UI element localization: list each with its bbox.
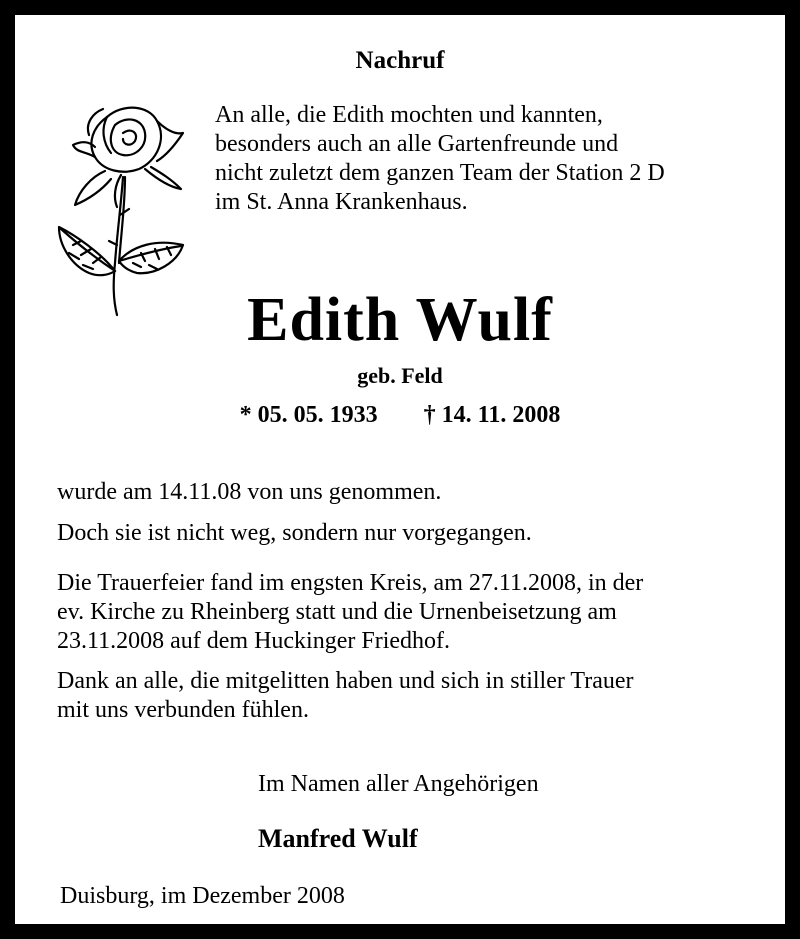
intro-line: besonders auch an alle Gartenfreunde und (215, 131, 619, 157)
rose-icon (45, 95, 195, 317)
birth-date: * 05. 05. 1933 (239, 402, 378, 428)
life-dates (15, 402, 785, 429)
body-paragraph: Doch sie ist nicht weg, sondern nur vorgegangen. (57, 520, 532, 546)
intro-text (215, 101, 665, 217)
closing-phrase: Im Namen aller Angehörigen (258, 771, 539, 797)
paragraph-line: Die Trauerfeier fand im engsten Kreis, am 27.11.2008, in der (57, 570, 644, 596)
thanks-paragraph (57, 667, 634, 725)
signer-name: Manfred Wulf (258, 824, 418, 853)
deceased-name: Edith Wulf (247, 286, 553, 354)
paragraph-line: Dank an alle, die mitgelitten haben und sich in stiller Trauer (57, 668, 634, 694)
maiden-name: geb. Feld (357, 363, 443, 388)
notice-heading: Nachruf (355, 47, 445, 74)
intro-line: im St. Anna Krankenhaus. (215, 189, 468, 215)
intro-line: nicht zuletzt dem ganzen Team der Station 2 D (215, 160, 665, 186)
place-and-date: Duisburg, im Dezember 2008 (60, 883, 345, 909)
paragraph-line: mit uns verbunden fühlen. (57, 697, 309, 723)
paragraph-line: ev. Kirche zu Rheinberg statt und die Urnenbeisetzung am (57, 599, 617, 625)
intro-line: An alle, die Edith mochten und kannten, (215, 102, 603, 128)
paragraph-line: 23.11.2008 auf dem Huckinger Friedhof. (57, 628, 451, 654)
death-date: † 14. 11. 2008 (423, 402, 561, 428)
body-paragraph: wurde am 14.11.08 von uns genommen. (57, 479, 442, 505)
funeral-paragraph (57, 569, 643, 656)
